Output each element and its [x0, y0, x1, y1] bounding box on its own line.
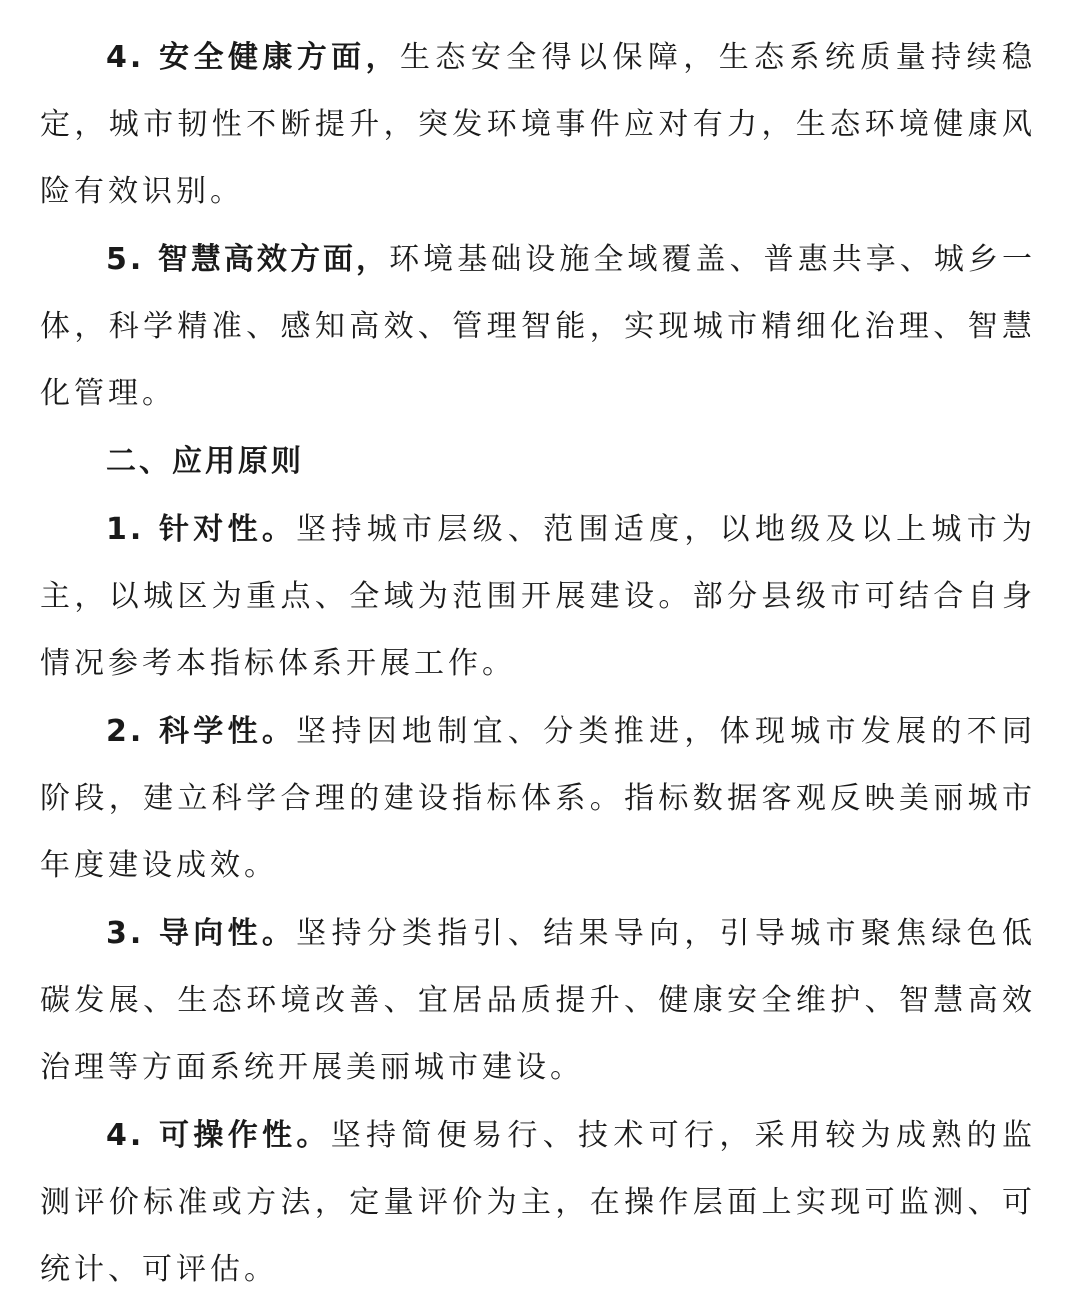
paragraph-scientific [40, 698, 1036, 899]
paragraph-lead: 5. 智慧高效方面， [106, 242, 390, 277]
paragraph-lead: 1. 针对性。 [106, 512, 297, 547]
paragraph-body: 坚持分类指引、结果导向，引导城市聚焦绿色低碳发展、生态环境改善、宜居品质提升、健康安全维护、智慧高效治理等方面系统开展美丽城市建设。 [40, 916, 1036, 1085]
document-page [40, 24, 1036, 1304]
section-heading: 二、应用原则 [106, 444, 304, 479]
paragraph-smart-efficient [40, 226, 1036, 427]
paragraph-lead: 4. 安全健康方面， [106, 40, 401, 75]
paragraph-body: 坚持简便易行、技术可行，采用较为成熟的监测评价标准或方法，定量评价为主，在操作层面上实现可监测、可统计、可评估。 [40, 1118, 1036, 1287]
paragraph-lead: 2. 科学性。 [106, 714, 297, 749]
paragraph-body: 生态安全得以保障，生态系统质量持续稳定，城市韧性不断提升，突发环境事件应对有力，生态环境健康风险有效识别。 [40, 40, 1037, 209]
paragraph-body: 坚持因地制宜、分类推进，体现城市发展的不同阶段，建立科学合理的建设指标体系。指标数据客观反映美丽城市年度建设成效。 [40, 714, 1036, 883]
paragraph-safety-health [40, 24, 1036, 225]
paragraph-guiding [40, 900, 1036, 1101]
paragraph-body: 坚持城市层级、范围适度，以地级及以上城市为主，以城区为重点、全域为范围开展建设。部分县级市可结合自身情况参考本指标体系开展工作。 [40, 512, 1036, 681]
paragraph-operability [40, 1102, 1036, 1303]
paragraph-targeted [40, 496, 1036, 697]
paragraph-lead: 4. 可操作性。 [106, 1118, 331, 1153]
paragraph-lead: 3. 导向性。 [106, 916, 297, 951]
paragraph-body: 环境基础设施全域覆盖、普惠共享、城乡一体，科学精准、感知高效、管理智能，实现城市精细化治理、智慧化管理。 [40, 242, 1036, 411]
